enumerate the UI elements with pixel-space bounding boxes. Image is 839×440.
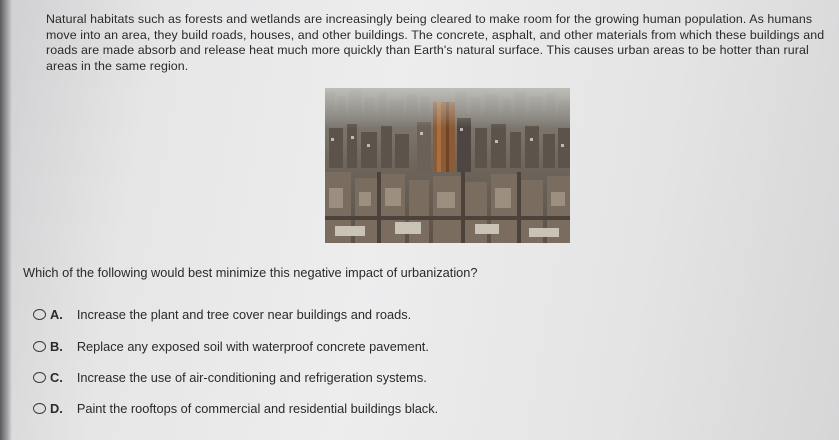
radio-button-c[interactable] <box>33 372 46 383</box>
radio-button-b[interactable] <box>33 341 46 352</box>
choice-d-letter: D. <box>50 400 63 416</box>
page-edge-shadow <box>0 0 12 440</box>
choice-c[interactable] <box>33 367 427 387</box>
choice-d-text: Paint the rooftops of commercial and residential buildings black. <box>76 400 439 416</box>
radio-button-d[interactable] <box>33 403 46 414</box>
passage-text: Natural habitats such as forests and wetlands are increasingly being cleared to make room for the growing human population. As humans move into an area, they build roads, houses, and other buildings. The concrete, asphalt, and other materials from which these buildings and roads are made absorb and release heat much more quickly than Earth's natural surface. This causes urban areas to be hotter than rural areas in the same region. <box>46 12 825 73</box>
radio-button-a[interactable] <box>33 309 46 320</box>
question-text: Which of the following would best minimize this negative impact of urbanization? <box>23 265 478 280</box>
choice-c-text: Increase the use of air-conditioning and refrigeration systems. <box>76 369 427 385</box>
choice-a-text: Increase the plant and tree cover near buildings and roads. <box>76 306 412 322</box>
choice-a[interactable] <box>33 304 411 324</box>
choice-c-letter: C. <box>50 369 63 385</box>
choice-b-text: Replace any exposed soil with waterproof concrete pavement. <box>76 338 429 354</box>
city-aerial-photo <box>325 88 570 243</box>
choice-a-letter: A. <box>50 306 63 322</box>
choice-b-letter: B. <box>50 338 63 354</box>
choice-d[interactable] <box>33 398 438 418</box>
choice-b[interactable] <box>33 336 429 356</box>
